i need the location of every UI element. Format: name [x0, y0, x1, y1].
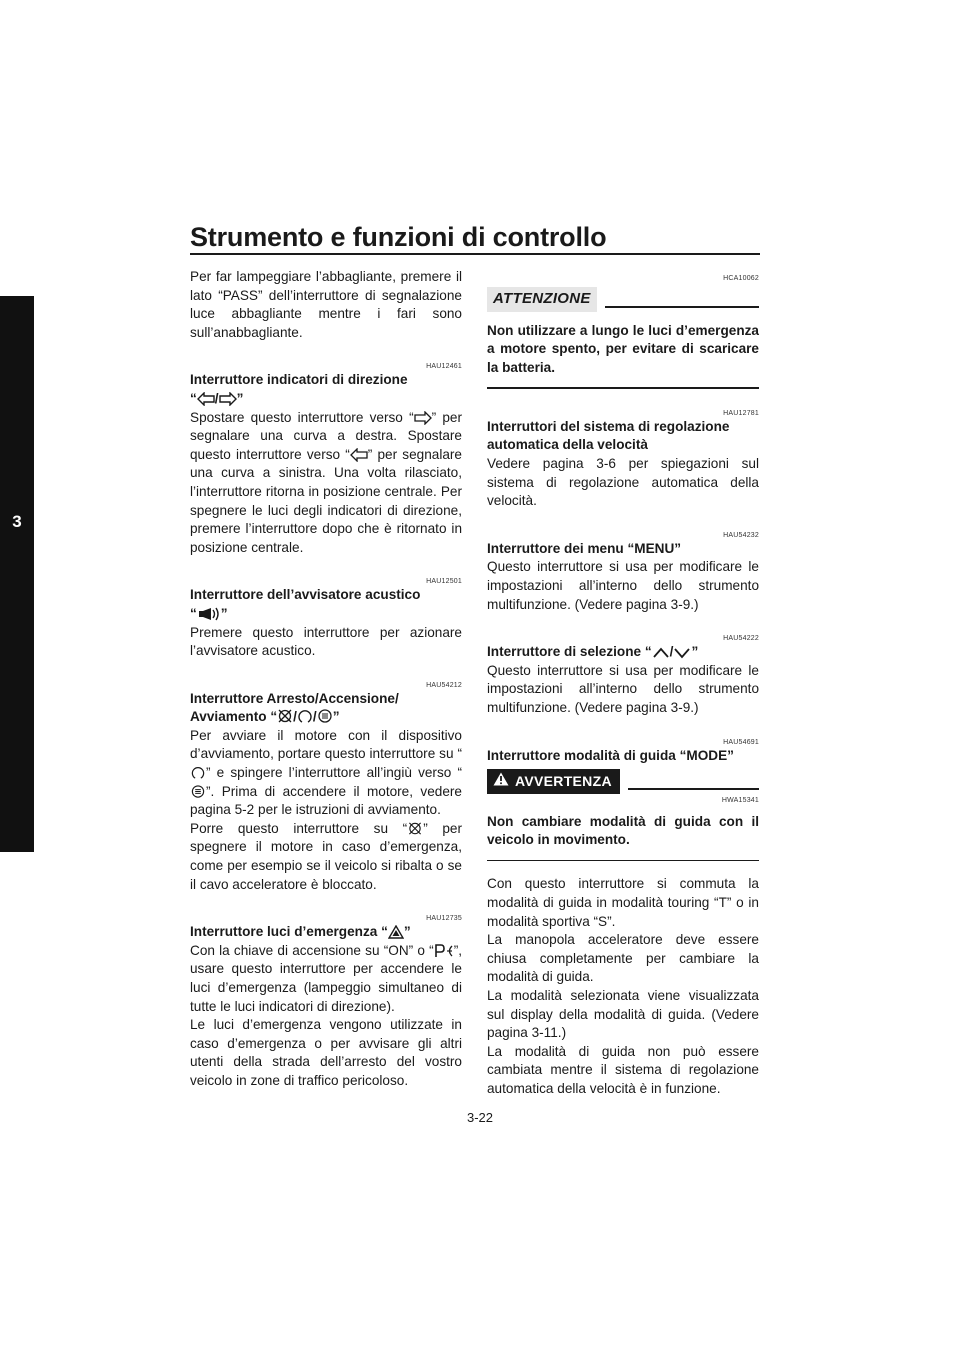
- section-turn-signal: [190, 362, 462, 557]
- right-column: [487, 268, 759, 1099]
- turn-right-icon: [414, 411, 432, 425]
- chapter-tab: [0, 296, 34, 852]
- section-heading: Interruttore Arresto/Accensione/ Avviamento “ / / ”: [190, 690, 399, 725]
- section-text: Spostare questo interruttore verso “ ” per segnalare una curva a destra. Spostare questo interruttore verso “ ” per segnalare una curva a sinistra. Una volta rilasciato, l’interruttore ritorna in posizione centrale. Per spegnere le luci degli indicatori di direzione, premere l’interruttore dopo che è ritornato in posizione centrale.: [190, 409, 462, 555]
- section-text: Vedere pagina 3-6 per spiegazioni sul sistema di regolazione automatica della velocità.: [487, 456, 759, 509]
- engine-start-icon: [190, 784, 206, 799]
- engine-stop-icon: [277, 708, 293, 724]
- turn-left-icon: [350, 448, 368, 462]
- intro-paragraph: Per far lampeggiare l’abbagliante, premere il lato “PASS” dell’interruttore di segnalazione luce abbagliante mentre i fari sono sull’anabbagliante.: [190, 269, 462, 340]
- turn-right-icon: [219, 392, 237, 406]
- section-cruise-control: [487, 409, 759, 511]
- section-horn: [190, 577, 462, 660]
- section-text: Premere questo interruttore per azionare l’avvisatore acustico.: [190, 624, 462, 659]
- ref-code: HAU54212: [426, 681, 462, 689]
- notice-end-rule: [487, 860, 759, 862]
- warning-label: AVVERTENZA: [487, 769, 620, 794]
- ref-code: HWA15341: [721, 796, 759, 804]
- engine-run-icon: [190, 765, 206, 780]
- section-heading: Interruttore dell’avvisatore acustico “ ”: [190, 587, 421, 621]
- section-heading: Interruttore dei menu “MENU”: [487, 540, 682, 556]
- engine-start-icon: [317, 708, 333, 724]
- section-heading: Interruttore modalità di guida “MODE”: [487, 747, 734, 763]
- ref-code: HAU12501: [426, 578, 462, 586]
- notice-body: Non cambiare modalità di guida con il veicolo in movimento.: [487, 813, 759, 848]
- ref-code: HAU12735: [426, 915, 462, 923]
- section-heading: Interruttore luci d’emergenza “ ”: [190, 924, 411, 940]
- notice-rule: [605, 306, 759, 308]
- notice-header: [487, 287, 759, 312]
- section-heading: Interruttori del sistema di regolazione automatica della velocità: [487, 418, 730, 453]
- ref-code: HAU54232: [723, 531, 759, 539]
- ref-code: HCA10062: [723, 275, 759, 282]
- notice-body: Non utilizzare a lungo le luci d’emergenza a motore spento, per evitare di scaricare la batteria.: [487, 322, 759, 375]
- ref-code: HAU12781: [723, 409, 759, 417]
- section-text: Questo interruttore si usa per modificare le impostazioni all’interno dello strumento multifunzione. (Vedere pagina 3-9.): [487, 662, 759, 715]
- section-text: Le luci d’emergenza vengono utilizzate in caso d’emergenza o per avvisare gli altri utenti della strada dell’arresto del vostro veicolo in zone di traffico pericoloso.: [190, 1017, 462, 1088]
- ref-code: HAU54222: [723, 635, 759, 643]
- notice-rule: [628, 788, 759, 790]
- chapter-number: 3: [12, 512, 22, 531]
- title-rule: [190, 253, 760, 255]
- engine-run-icon: [297, 708, 313, 724]
- page-number: 3-22: [466, 1110, 494, 1125]
- section-mode: [487, 738, 759, 766]
- section-text: Con la chiave di accensione su “ON” o “ ”, usare questo interruttore per accendere le luci d’emergenza (lampeggio simultaneo di tutte le luci indicatori di direzione).: [190, 942, 462, 1014]
- section-heading: Interruttore indicatori di direzione “ / ”: [190, 372, 408, 406]
- page-title: Strumento e funzioni di controllo: [190, 222, 607, 252]
- section-text: La modalità selezionata viene visualizzata sul display della modalità di guida. (Vedere pagina 3-11.): [487, 988, 759, 1041]
- engine-stop-icon: [407, 821, 423, 836]
- ref-code: HAU12461: [426, 363, 462, 371]
- turn-left-icon: [197, 392, 215, 406]
- section-menu: [487, 531, 759, 614]
- section-text: La manopola acceleratore deve essere chiusa completamente per cambiare la modalità di guida.: [487, 932, 759, 985]
- warning-icon: [493, 772, 509, 791]
- notice-warning: [487, 769, 759, 861]
- section-hazard: [190, 914, 462, 1090]
- parking-icon: [434, 944, 454, 958]
- left-column: [190, 268, 462, 1091]
- notice-header: [487, 769, 759, 794]
- ref-code: HAU54691: [723, 738, 759, 746]
- chevron-up-icon: [652, 647, 670, 659]
- section-text: La modalità di guida non può essere cambiata mentre il sistema di regolazione automatica della velocità è in funzione.: [487, 1043, 759, 1096]
- section-text: Porre questo interruttore su “ ” per spegnere il motore in caso d’emergenza, come per esempio se il veicolo si ribalta o se il cavo acceleratore è bloccato.: [190, 820, 463, 892]
- attention-label: ATTENZIONE: [487, 287, 597, 312]
- hazard-icon: [388, 925, 404, 939]
- section-start-stop: [190, 681, 462, 895]
- chevron-down-icon: [673, 647, 691, 659]
- section-select: [487, 634, 759, 717]
- section-heading: Interruttore di selezione “ / ”: [487, 644, 699, 660]
- notice-attention: [487, 274, 759, 389]
- section-text: Con questo interruttore si commuta la modalità di guida in modalità touring “T” o in modalità sportiva “S”.: [487, 876, 759, 929]
- notice-end-rule: [487, 387, 759, 389]
- horn-icon: [197, 607, 221, 621]
- section-text: Questo interruttore si usa per modificare le impostazioni all’interno dello strumento multifunzione. (Vedere pagina 3-9.): [487, 559, 759, 612]
- section-mode-text: [487, 875, 759, 1098]
- section-text: Per avviare il motore con il dispositivo d’avviamento, portare questo interruttore su “ ” e spingere l’interruttore all’ingiù verso “ ”. Prima di accendere il motore, vedere pagina 5-2 per le istruzioni di avviamento.: [190, 727, 462, 818]
